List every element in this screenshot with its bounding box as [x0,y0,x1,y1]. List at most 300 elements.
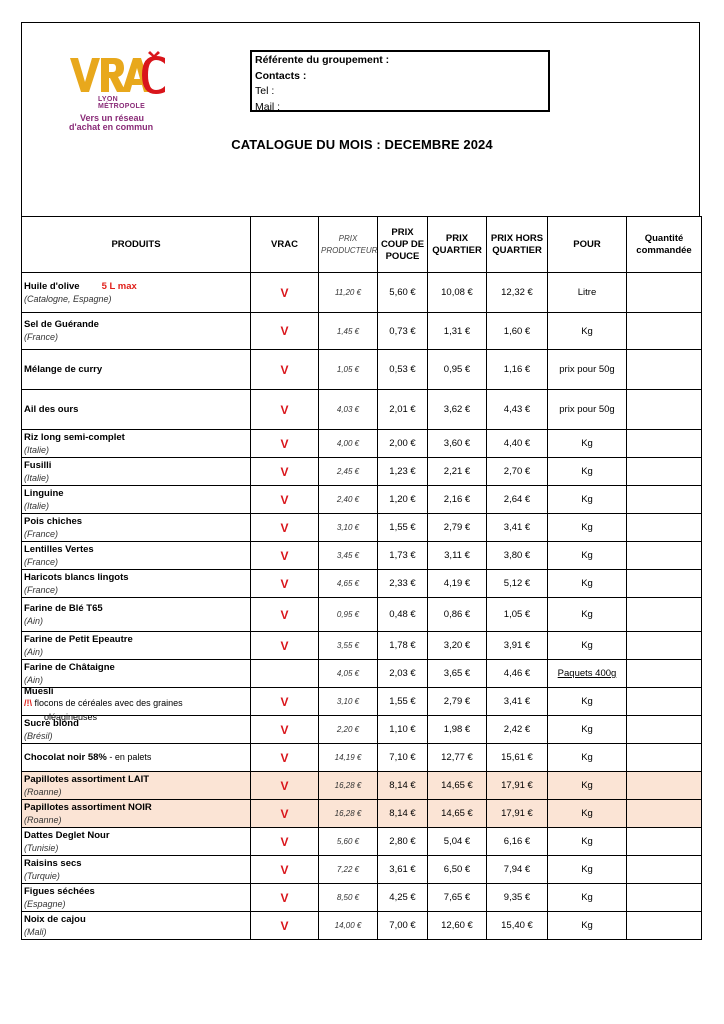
prix-producteur-cell [319,458,378,486]
prix-producteur-cell-value: 2,40 € [336,495,360,504]
col-header-quantite: Quantité commandée [627,217,702,273]
prix-quartier-cell-value: 14,65 € [441,780,473,791]
col-header-produits: PRODUITS [22,217,251,273]
prix-coup-de-pouce-cell-value: 2,00 € [389,438,416,449]
prix-coup-de-pouce-cell [378,632,428,660]
prix-coup-de-pouce-cell-value: 7,00 € [389,920,416,931]
catalog-title-text: CATALOGUE DU MOIS : DECEMBRE 2024 [231,137,493,152]
prix-coup-de-pouce-cell-value: 3,61 € [389,864,416,875]
pour-cell-value: Kg [581,808,593,819]
prix-quartier-cell-value: 2,16 € [443,494,471,505]
prix-hors-quartier-cell-value: 3,41 € [503,522,531,533]
prix-hors-quartier-cell [487,744,548,772]
prix-producteur-cell-value: 14,00 € [334,921,362,930]
product-description [24,697,183,710]
prix-coup-de-pouce-cell [378,884,428,912]
prix-producteur-cell-value: 4,65 € [336,579,360,588]
pour-cell [548,912,627,940]
prix-quartier-cell-value: 10,08 € [441,287,473,298]
product-name-line [24,318,248,331]
pour-cell-value: Kg [581,325,593,337]
vrac-cell [251,313,319,350]
prix-hors-quartier-cell [487,912,548,940]
prix-producteur-cell [319,828,378,856]
quantite-input-cell[interactable] [627,458,702,486]
vrac-cell [251,350,319,390]
prix-producteur-cell-value: 7,22 € [336,865,360,874]
logo-metropole: MÉTROPOLE [98,103,146,110]
pour-cell [548,313,627,350]
product-cell [22,458,251,486]
product-name-line [24,459,248,472]
table-row [22,884,702,912]
vrac-check-icon: V [280,750,289,765]
vrac-check-icon: V [280,638,289,653]
prix-hors-quartier-cell [487,486,548,514]
vrac-cell [251,514,319,542]
product-name: Ail des ours [24,404,79,415]
quantite-input-cell[interactable] [627,598,702,632]
pour-cell [548,716,627,744]
prix-hors-quartier-cell-value: 7,94 € [503,864,531,875]
pour-cell [548,688,627,716]
vrac-check-icon: V [280,362,289,377]
product-cell [22,542,251,570]
prix-hors-quartier-cell [487,514,548,542]
product-origin: (Mali) [24,926,47,937]
product-origin: (Ain) [24,674,44,685]
product-name: Riz long semi-complet [24,431,125,443]
product-name-line [24,280,248,293]
prix-quartier-cell-value: 2,79 € [443,522,471,533]
product-name-line [24,431,248,444]
prix-hors-quartier-cell-value: 4,46 € [503,668,531,679]
table-row [22,688,702,716]
vrac-cell [251,688,319,716]
pour-cell [548,273,627,313]
product-name-line [24,571,248,584]
product-origin: (Brésil) [24,730,53,741]
product-origin: (France) [24,556,59,567]
pour-cell-value: Kg [581,609,593,620]
table-row [22,514,702,542]
product-name-line [24,487,248,500]
prix-hors-quartier-cell-value: 12,32 € [501,287,533,298]
prix-producteur-cell-value: 3,55 € [336,641,360,650]
prix-coup-de-pouce-cell [378,772,428,800]
prix-producteur-cell-value: 14,19 € [334,753,362,762]
table-row [22,828,702,856]
product-origin: (Italie) [24,500,50,511]
pour-cell [548,458,627,486]
prix-producteur-cell [319,514,378,542]
quantite-input-cell[interactable] [627,514,702,542]
vrac-check-icon: V [280,402,289,417]
product-name: Raisins secs [24,857,82,869]
pour-cell [548,660,627,688]
quantite-input-cell[interactable] [627,828,702,856]
col-header-vrac: VRAC [251,217,319,273]
pour-cell-value: prix pour 50g [559,404,615,415]
prix-quartier-cell [428,273,487,313]
table-row [22,598,702,632]
table-row [22,660,702,688]
product-name: Sucre blond [24,717,79,729]
product-name-line [24,602,248,615]
prix-coup-de-pouce-cell [378,828,428,856]
vrac-cell [251,800,319,828]
vrac-check-icon: V [280,694,289,709]
product-origin: (Ain) [24,615,44,626]
prix-coup-de-pouce-cell [378,800,428,828]
product-name: Papillotes assortiment LAIT [24,773,150,785]
quantite-input-cell[interactable] [627,912,702,940]
product-name-line [24,543,248,556]
prix-quartier-cell [428,884,487,912]
quantite-input-cell[interactable] [627,716,702,744]
prix-coup-de-pouce-cell-value: 1,55 € [389,696,416,707]
table-row [22,716,702,744]
prix-quartier-cell-value: 3,20 € [443,640,471,651]
prix-producteur-cell [319,486,378,514]
prix-quartier-cell-value: 4,19 € [443,578,471,589]
product-origin: (Roanne) [24,786,62,797]
quantite-input-cell[interactable] [627,800,702,828]
vrac-check-icon: V [280,436,289,451]
prix-producteur-cell [319,273,378,313]
prix-coup-de-pouce-cell [378,350,428,390]
prix-coup-de-pouce-cell [378,486,428,514]
prix-quartier-cell-value: 3,65 € [443,668,471,679]
vrac-cell [251,912,319,940]
prix-producteur-cell-value: 16,28 € [334,809,362,818]
product-name: Farine de Blé T65 [24,602,103,614]
prix-coup-de-pouce-cell [378,458,428,486]
pour-cell-value: Kg [581,724,593,735]
product-name: Farine de Petit Epeautre [24,633,133,645]
pour-cell [548,884,627,912]
col-header-prix-quartier: PRIX QUARTIER [428,217,487,273]
table-row [22,430,702,458]
quantite-input-cell[interactable] [627,430,702,458]
quantite-input-cell[interactable] [627,772,702,800]
product-name-line [24,857,248,870]
prix-hors-quartier-cell [487,570,548,598]
prix-coup-de-pouce-cell-value: 2,01 € [389,404,416,415]
prix-quartier-cell-value: 7,65 € [443,892,471,903]
table-row [22,772,702,800]
quantite-input-cell[interactable] [627,542,702,570]
prix-quartier-cell [428,430,487,458]
prix-hors-quartier-cell [487,884,548,912]
quantite-input-cell[interactable] [627,273,702,313]
pour-cell [548,598,627,632]
product-name: Linguine [24,487,64,499]
vrac-check-icon: V [280,722,289,737]
table-row [22,273,702,313]
table-row [22,313,702,350]
product-cell [22,514,251,542]
pour-cell-value: Kg [581,550,593,561]
vrac-cell [251,458,319,486]
product-cell [22,430,251,458]
prix-quartier-cell-value: 12,77 € [441,752,473,763]
quantite-input-cell[interactable] [627,350,702,390]
prix-quartier-cell [428,800,487,828]
prix-producteur-cell-value: 1,45 € [336,326,360,336]
prix-hors-quartier-cell [487,716,548,744]
prix-quartier-cell [428,688,487,716]
vrac-cell [251,884,319,912]
prix-coup-de-pouce-cell-value: 2,03 € [389,668,416,679]
prix-hors-quartier-cell-value: 2,64 € [503,494,531,505]
prix-coup-de-pouce-cell-value: 1,78 € [389,640,416,651]
pour-cell [548,632,627,660]
prix-quartier-cell-value: 14,65 € [441,808,473,819]
product-name: Fusilli [24,459,52,471]
product-cell [22,486,251,514]
prix-hors-quartier-cell [487,660,548,688]
prix-quartier-cell-value: 1,98 € [443,724,471,735]
product-name: Figues séchées [24,885,95,897]
prix-coup-de-pouce-cell [378,744,428,772]
product-cell [22,660,251,688]
prix-hors-quartier-cell [487,800,548,828]
pour-cell-value: Kg [581,920,593,931]
prix-quartier-cell [428,458,487,486]
pour-cell-value: Kg [581,864,593,875]
vrac-cell [251,430,319,458]
prix-producteur-cell-value: 1,05 € [336,365,360,374]
vrac-logo-mark [68,50,168,96]
prix-hors-quartier-cell [487,856,548,884]
quantite-input-cell[interactable] [627,390,702,430]
product-name: Sel de Guérande [24,319,99,330]
vrac-cell [251,570,319,598]
prix-producteur-cell [319,632,378,660]
prix-quartier-cell [428,486,487,514]
vrac-check-icon: V [280,890,289,905]
prix-quartier-cell-value: 2,79 € [443,696,471,707]
pour-cell-value: Kg [581,752,593,763]
vrac-check-icon: V [280,607,289,622]
prix-hors-quartier-cell [487,688,548,716]
pour-cell [548,350,627,390]
prix-coup-de-pouce-cell-value: 7,10 € [389,752,416,763]
product-cell [22,856,251,884]
prix-quartier-cell [428,390,487,430]
vrac-check-icon: V [280,285,289,300]
prix-quartier-cell [428,542,487,570]
prix-hors-quartier-cell-value: 4,40 € [503,438,531,449]
product-origin: (France) [24,528,59,539]
quantite-input-cell[interactable] [627,688,702,716]
vrac-check-icon: V [280,520,289,535]
vrac-check-icon: V [280,862,289,877]
prix-producteur-cell-value: 4,03 € [336,405,360,414]
product-description-text: flocons de céréales avec des graines [34,697,183,708]
prix-producteur-cell-value: 0,95 € [336,610,360,619]
table-header-row [22,217,702,273]
prix-producteur-cell-value: 2,45 € [336,467,360,476]
product-name-line [24,885,248,898]
pour-cell-value: prix pour 50g [559,364,615,375]
product-origin: (Italie) [24,444,50,455]
prix-quartier-cell [428,514,487,542]
prix-coup-de-pouce-cell-value: 2,33 € [389,578,416,589]
vrac-cell [251,856,319,884]
quantite-input-cell[interactable] [627,660,702,688]
prix-coup-de-pouce-cell [378,273,428,313]
vrac-cell [251,390,319,430]
product-name-line [24,633,248,646]
quantite-input-cell[interactable] [627,486,702,514]
product-origin: (Ain) [24,646,44,657]
product-cell [22,884,251,912]
logo-city: LYON [98,96,119,103]
vrac-check-icon: V [280,324,289,338]
table-row [22,800,702,828]
prix-hors-quartier-cell [487,458,548,486]
prix-coup-de-pouce-cell-value: 4,25 € [389,892,416,903]
vrac-logo [68,50,178,135]
vrac-cell [251,632,319,660]
pour-cell-value: Kg [581,780,593,791]
prix-coup-de-pouce-cell [378,313,428,350]
product-suffix: - en palets [106,752,152,762]
prix-producteur-cell [319,744,378,772]
product-cell [22,772,251,800]
table-row [22,570,702,598]
prix-hors-quartier-cell-value: 4,43 € [503,404,531,415]
product-cell [22,390,251,430]
catalog-table [21,216,702,940]
prix-quartier-cell [428,856,487,884]
pour-cell [548,800,627,828]
prix-hors-quartier-cell [487,313,548,350]
quantite-input-cell[interactable] [627,884,702,912]
pour-cell-value: Kg [581,578,593,589]
prix-quartier-cell [428,772,487,800]
product-name: Mélange de curry [24,364,103,375]
prix-producteur-cell [319,430,378,458]
prix-coup-de-pouce-cell [378,912,428,940]
prix-hors-quartier-cell-value: 2,70 € [503,466,531,477]
table-row [22,912,702,940]
prix-producteur-cell-value: 16,28 € [334,781,362,790]
pour-cell-value: Kg [581,494,593,505]
quantite-input-cell[interactable] [627,570,702,598]
prix-coup-de-pouce-cell [378,598,428,632]
quantite-input-cell[interactable] [627,744,702,772]
prix-hors-quartier-cell [487,632,548,660]
vrac-cell [251,772,319,800]
product-name: Dattes Deglet Nour [24,829,110,841]
prix-hors-quartier-cell-value: 15,40 € [501,920,533,931]
product-origin: (Espagne) [24,898,66,909]
prix-producteur-cell [319,570,378,598]
prix-quartier-cell-value: 3,11 € [444,550,470,561]
product-cell [22,912,251,940]
prix-quartier-cell [428,716,487,744]
prix-producteur-cell [319,912,378,940]
product-cell [22,598,251,632]
product-name: Muesli [24,685,54,697]
warning-icon: /!\ [24,697,32,708]
quantite-input-cell[interactable] [627,856,702,884]
pour-cell [548,744,627,772]
prix-quartier-cell [428,598,487,632]
prix-hors-quartier-cell [487,772,548,800]
prix-producteur-cell [319,390,378,430]
prix-producteur-cell-value: 5,60 € [336,837,360,846]
quantite-input-cell[interactable] [627,632,702,660]
pour-cell [548,430,627,458]
vrac-cell [251,273,319,313]
product-name-line [24,829,248,842]
prix-producteur-cell [319,800,378,828]
prix-quartier-cell-value: 2,21 € [443,466,471,477]
prix-producteur-cell-value: 3,10 € [336,697,360,706]
product-origin: (Italie) [24,472,50,483]
prix-producteur-cell-value: 8,50 € [336,893,360,902]
prix-producteur-cell [319,598,378,632]
prix-hors-quartier-cell [487,350,548,390]
product-cell [22,350,251,390]
prix-coup-de-pouce-cell-value: 1,55 € [389,522,416,533]
prix-quartier-cell-value: 1,31 € [443,325,471,337]
pour-cell-value: Kg [581,640,593,651]
prix-coup-de-pouce-cell-value: 1,23 € [389,466,416,477]
pour-cell-value: Kg [581,438,593,449]
pour-cell [548,856,627,884]
product-cell [22,685,251,722]
quantite-input-cell[interactable] [627,313,702,350]
product-cell [22,632,251,660]
prix-hors-quartier-cell [487,598,548,632]
referente-label: Référente du groupement : [255,54,390,66]
col-header-prix-hors-quartier: PRIX HORS QUARTIER [487,217,548,273]
product-description-cont: oléagineuses [44,711,98,722]
vrac-check-icon: V [280,492,289,507]
vrac-cell [251,598,319,632]
table-row [22,744,702,772]
prix-hors-quartier-cell-value: 6,16 € [503,836,531,847]
logo-tagline-2: d'achat en commun [69,122,154,132]
product-cell [22,273,251,313]
prix-producteur-cell-value: 3,45 € [336,551,360,560]
prix-coup-de-pouce-cell [378,856,428,884]
product-name: Pois chiches [24,515,83,527]
product-note: 5 L max [101,280,137,292]
prix-quartier-cell [428,744,487,772]
pour-cell [548,390,627,430]
prix-producteur-cell-value: 4,00 € [336,439,360,448]
prix-hors-quartier-cell [487,273,548,313]
prix-quartier-cell [428,912,487,940]
product-origin: (France) [24,332,59,342]
vrac-cell [251,486,319,514]
mail-label: Mail : [255,100,281,113]
table-row [22,542,702,570]
product-name: Papillotes assortiment NOIR [24,801,152,813]
prix-coup-de-pouce-cell [378,688,428,716]
vrac-cell [251,542,319,570]
prix-hors-quartier-cell-value: 17,91 € [501,780,533,791]
table-row [22,486,702,514]
product-name-line [24,913,248,926]
col-header-prix-producteur: PRIX PRODUCTEUR [319,217,378,273]
